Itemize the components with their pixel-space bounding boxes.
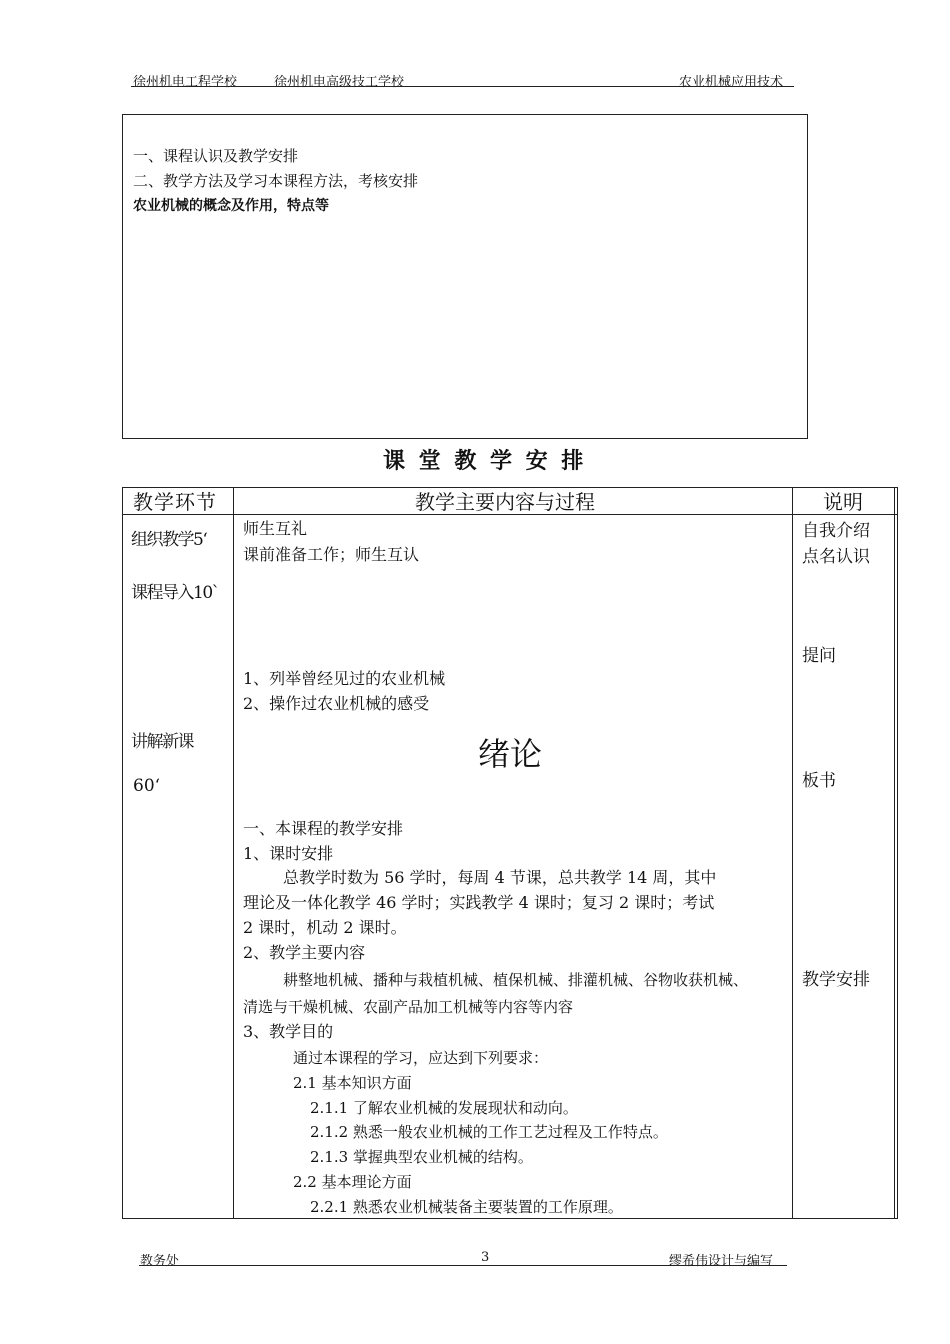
content-section-1-1: 1、课时安排 [243,844,334,863]
stage-new-lesson-time: 60‘ [133,776,161,796]
content-goal-2-2: 2.2 基本理论方面 [293,1173,412,1191]
stage-intro: 课程导入10` [131,583,219,603]
header-content: 教学主要内容与过程 [415,490,595,514]
note-self-intro: 自我介绍 [802,521,870,541]
content-goal-intro: 通过本课程的学习，应达到下列要求： [293,1049,549,1067]
content-section-1-2: 2、教学主要内容 [243,943,366,962]
content-main-line-1: 耕整地机械、播种与栽植机械、植保机械、排灌机械、谷物收获机械、 [283,971,749,989]
footer-left: 教务处 [140,1254,180,1269]
footer-right: 缪希伟设计与编写 [669,1254,774,1269]
table-right-border-outer [897,487,898,1219]
content-hours-line-1: 总教学时数为 56 学时，每周 4 节课，总共教学 14 周，其中 [283,868,717,887]
section-title: 课 堂 教 学 安 排 [383,449,587,474]
content-title: 绪论 [478,735,543,773]
content-goal-2-2-1: 2.2.1 熟悉农业机械装备主要装置的工作原理。 [310,1198,623,1216]
content-goal-2-1-1: 2.1.1 了解农业机械的发展现状和动向。 [310,1099,578,1117]
table-right-border [894,487,895,1219]
page-number: 3 [481,1250,490,1265]
header-course: 农业机械应用技术 [679,75,784,90]
note-teaching-plan: 教学安排 [802,970,870,990]
content-goal-2-1-2: 2.1.2 熟悉一般农业机械的工作工艺过程及工作特点。 [310,1123,668,1141]
table-col-divider-2 [792,487,793,1219]
header-notes: 说明 [823,490,863,514]
content-question-2: 2、操作过农业机械的感受 [243,694,430,713]
content-greet: 师生互礼 [243,519,308,538]
note-blackboard: 板书 [802,771,836,791]
content-question-1: 1、列举曾经见过的农业机械 [243,669,446,688]
objective-line-3: 农业机械的概念及作用，特点等 [133,198,329,214]
objective-line-2: 二、教学方法及学习本课程方法，考核安排 [133,172,419,190]
header-rule [131,86,794,87]
table-left-border [122,487,123,1219]
stage-new-lesson: 讲解新课 [131,732,193,752]
content-goal-2-1: 2.1 基本知识方面 [293,1074,412,1092]
content-hours-line-3: 2 课时，机动 2 课时。 [243,918,407,937]
note-question: 提问 [802,646,836,666]
header-school-2: 徐州机电高级技工学校 [274,75,405,90]
content-section-1-3: 3、教学目的 [243,1022,334,1041]
note-roll-call: 点名认识 [802,547,870,567]
table-col-divider-1 [233,487,234,1219]
content-section-1: 一、本课程的教学安排 [243,819,404,838]
header-school-1: 徐州机电工程学校 [133,75,238,90]
table-bottom-border [122,1218,897,1219]
footer-rule [139,1265,787,1266]
objective-line-1: 一、课程认识及教学安排 [133,147,299,165]
content-prep: 课前准备工作；师生互认 [243,545,420,564]
header-stage: 教学环节 [133,490,217,514]
content-main-line-2: 清选与干燥机械、农副产品加工机械等内容等内容 [243,998,574,1016]
stage-organize: 组织教学5‘ [131,530,207,550]
content-hours-line-2: 理论及一体化教学 46 学时；实践教学 4 课时；复习 2 课时；考试 [243,893,715,912]
content-goal-2-1-3: 2.1.3 掌握典型农业机械的结构。 [310,1148,533,1166]
